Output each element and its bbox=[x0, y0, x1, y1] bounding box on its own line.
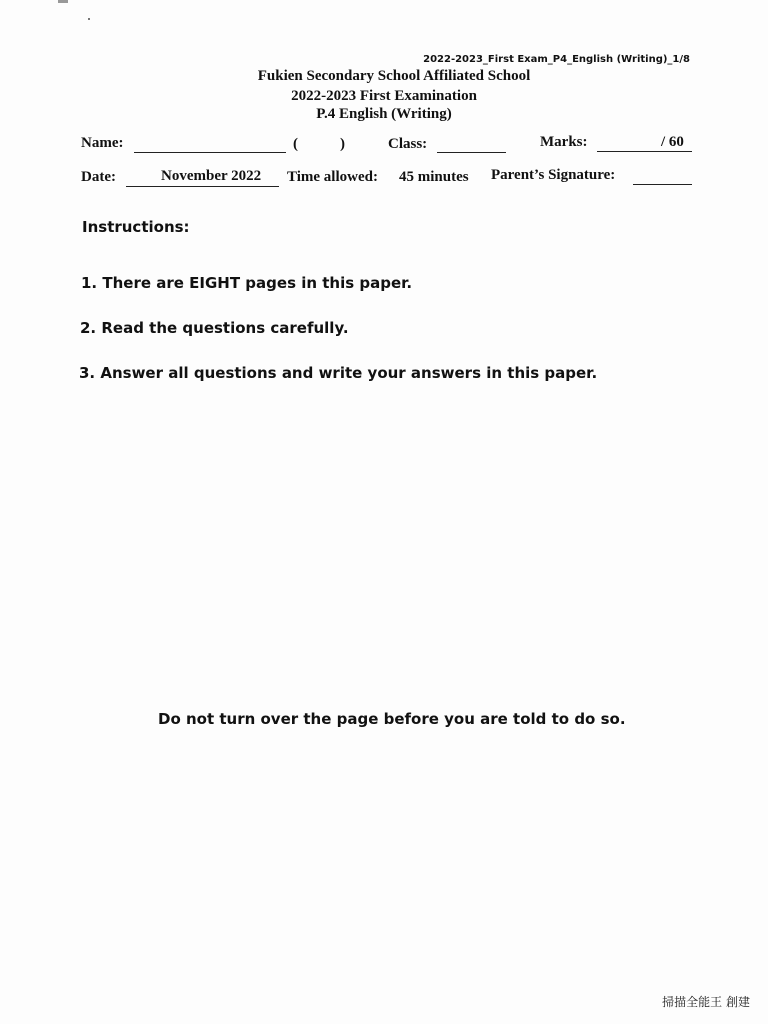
class-label: Class: bbox=[388, 136, 428, 152]
parent-signature-blank[interactable] bbox=[633, 184, 692, 185]
time-allowed-value: 45 minutes bbox=[399, 169, 469, 185]
page-code: 2022-2023_First Exam_P4_English (Writing)_1/8 bbox=[423, 54, 690, 65]
parent-signature-label: Parent’s Signature: bbox=[491, 167, 616, 183]
time-allowed-label: Time allowed: bbox=[287, 169, 378, 185]
marks-total: / 60 bbox=[661, 134, 684, 150]
class-blank[interactable] bbox=[437, 152, 506, 153]
exam-title: 2022-2023 First Examination bbox=[291, 88, 477, 104]
instructions-title: Instructions: bbox=[82, 218, 190, 236]
subject-title: P.4 English (Writing) bbox=[316, 106, 452, 122]
scan-corner-mark bbox=[58, 0, 68, 3]
marks-blank[interactable] bbox=[597, 151, 692, 152]
date-blank bbox=[126, 186, 279, 187]
instruction-item: 1. There are EIGHT pages in this paper. bbox=[81, 274, 413, 292]
name-label: Name: bbox=[81, 135, 124, 151]
scan-dot bbox=[88, 18, 90, 20]
instruction-item: 3. Answer all questions and write your answers in this paper. bbox=[79, 364, 598, 382]
date-value: November 2022 bbox=[161, 168, 262, 184]
date-label: Date: bbox=[81, 169, 116, 185]
class-number-close-paren: ) bbox=[340, 136, 345, 152]
scanner-watermark: 掃描全能王 創建 bbox=[662, 995, 750, 1009]
instruction-item: 2. Read the questions carefully. bbox=[80, 319, 349, 337]
class-number-open-paren: ( bbox=[293, 136, 298, 152]
school-name: Fukien Secondary School Affiliated School bbox=[257, 68, 531, 84]
name-blank[interactable] bbox=[134, 152, 286, 153]
marks-label: Marks: bbox=[540, 134, 588, 150]
turn-page-notice: Do not turn over the page before you are told to do so. bbox=[158, 710, 626, 728]
